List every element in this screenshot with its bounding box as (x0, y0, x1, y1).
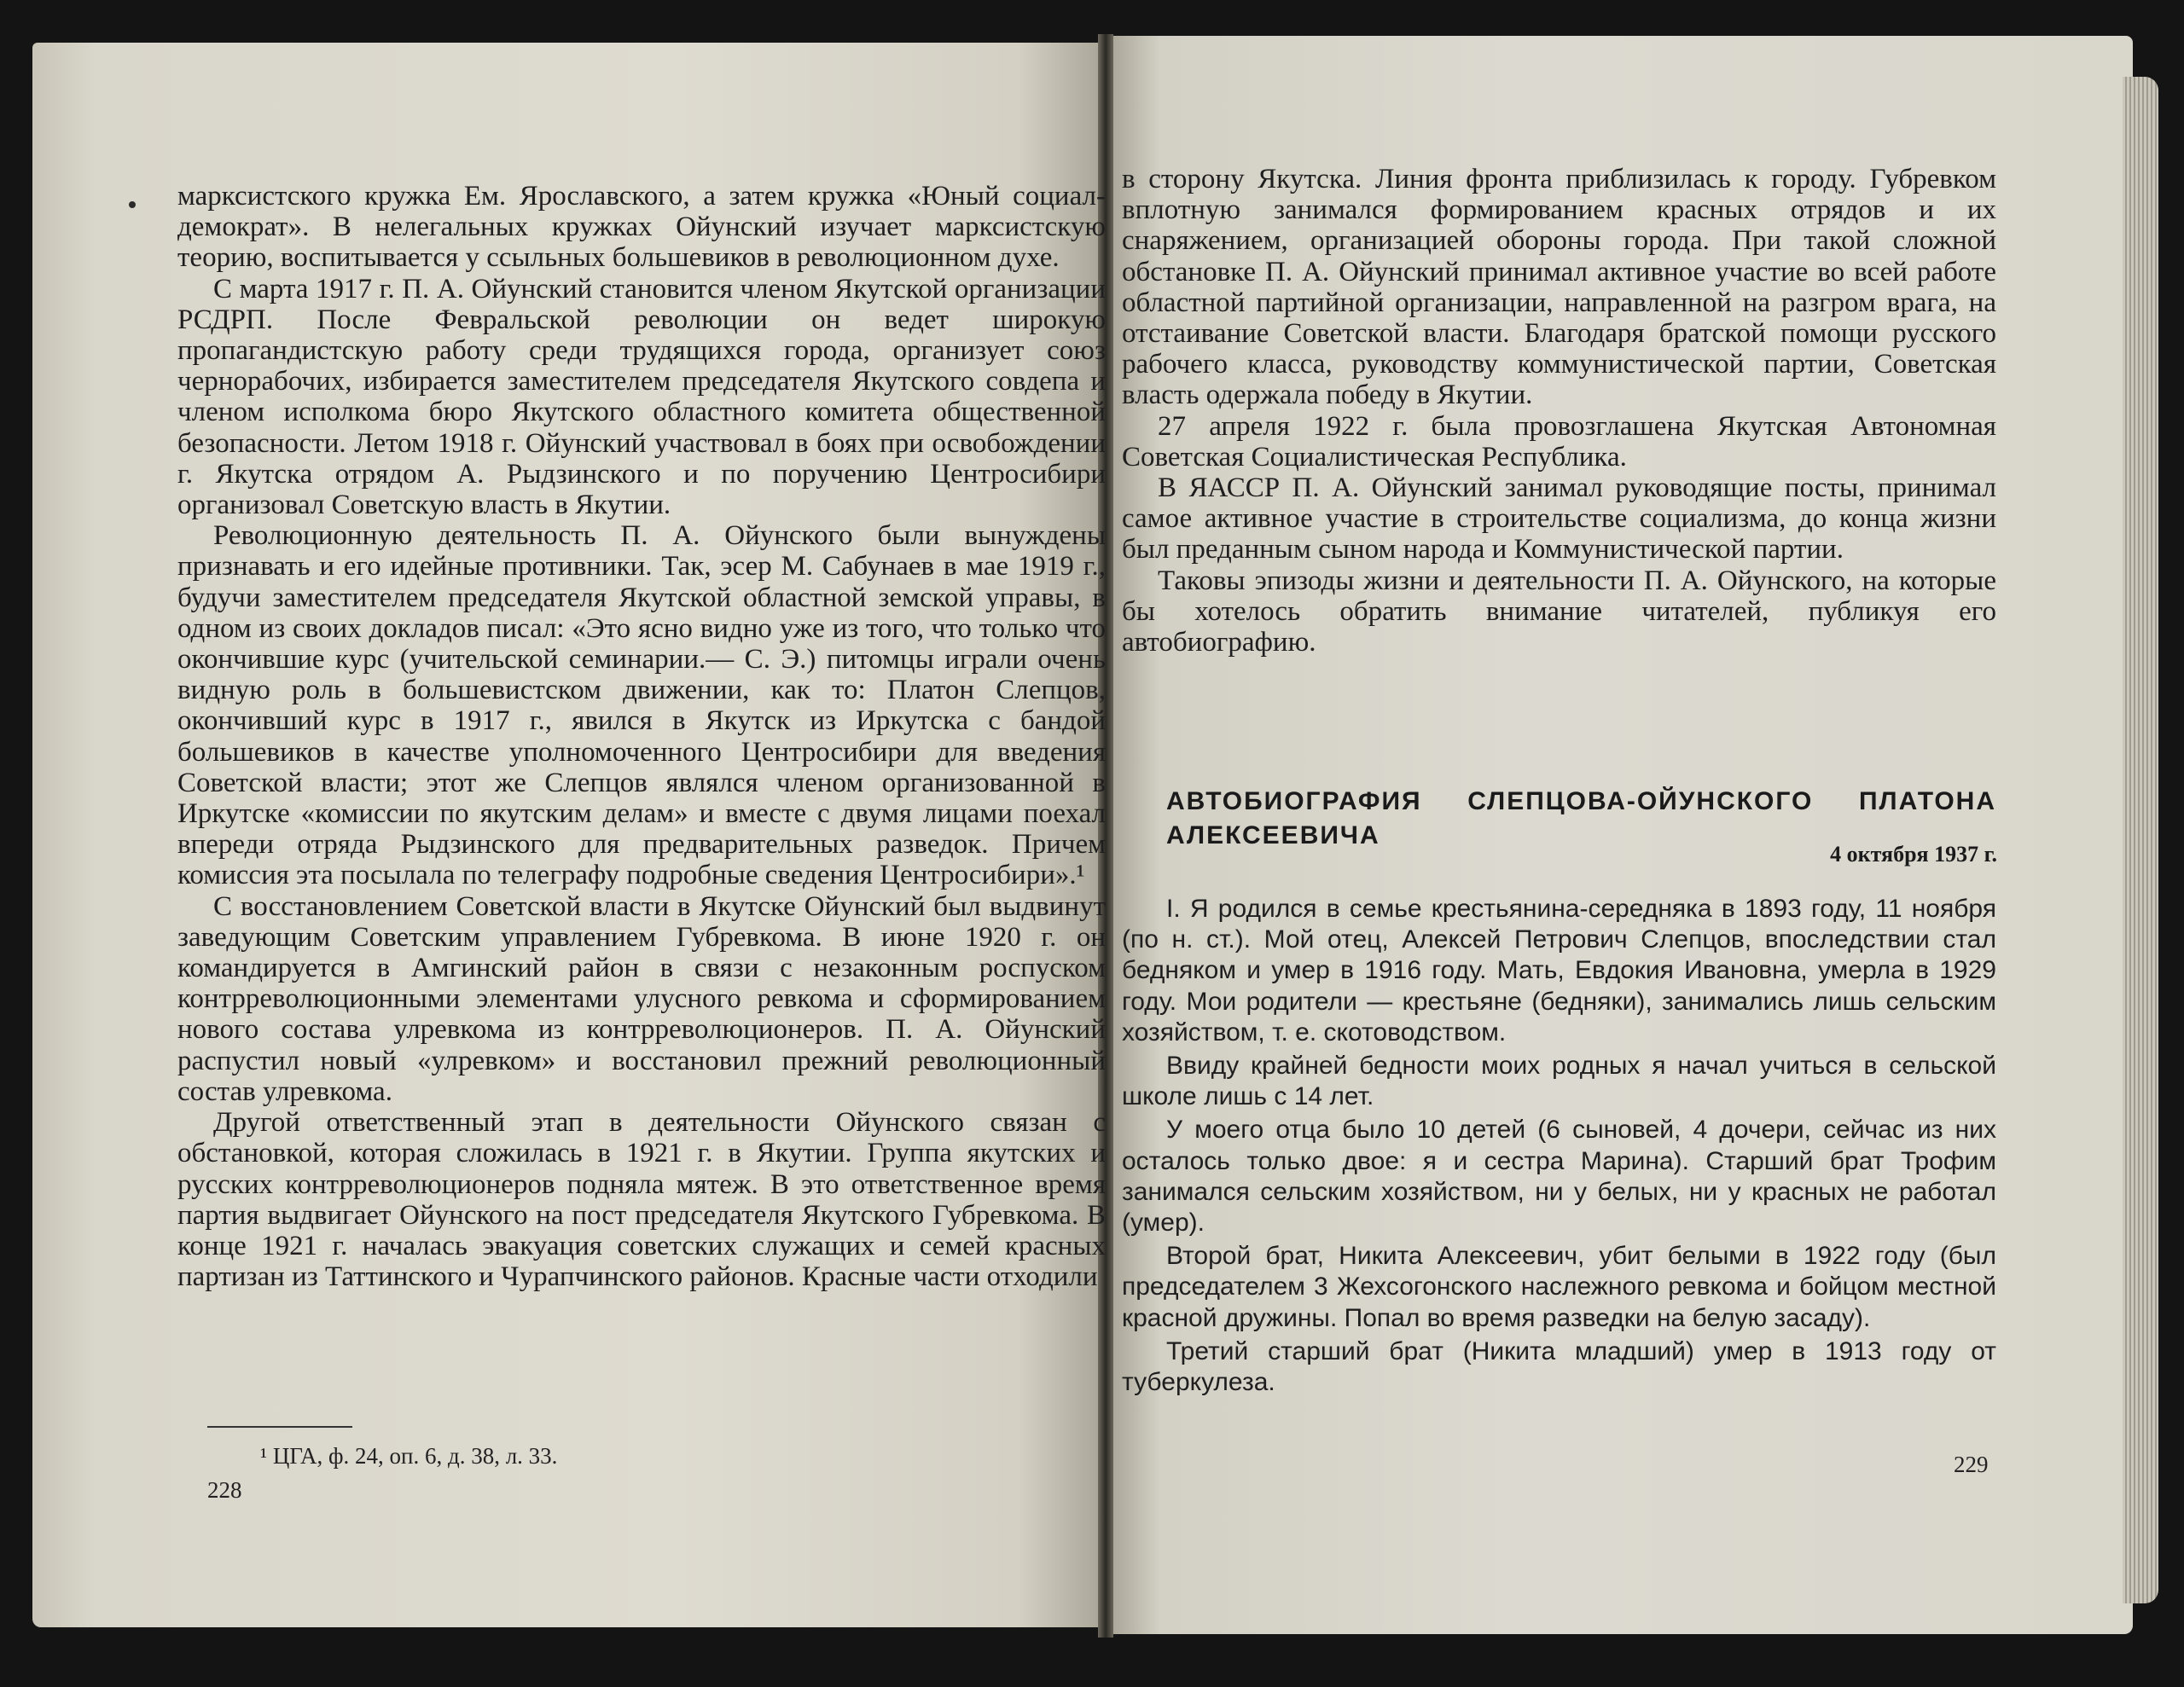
paragraph: марксистского кружка Ем. Ярославского, а затем кружка «Юный социал-демократ». В нелегальных кружках Ойунский изучает марксистскую теорию, воспитывается у ссыльных большевиков в революционном духе. (177, 181, 1106, 274)
paragraph: 27 апреля 1922 г. была провозглашена Якутская Автономная Советская Социалистическая Республика. (1122, 410, 1996, 472)
autobiography-text (1122, 894, 1996, 1398)
ink-mark (129, 201, 136, 208)
paragraph: Таковы эпизоды жизни и деятельности П. А. Ойунского, на которые бы хотелось обратить внимание читателей, публикуя его автобиографию. (1122, 565, 1996, 658)
paragraph: Третий старший брат (Никита младший) умер в 1913 году от туберкулеза. (1122, 1336, 1996, 1397)
left-page-text (177, 181, 1106, 1292)
paragraph: Второй брат, Никита Алексеевич, убит белыми в 1922 году (был председателем 3 Жехсогонского наслежного ревкома и бойцом местной красной дружины. Попал во время разведки на белую засаду). (1122, 1242, 1996, 1332)
heading-date: 4 октября 1937 г. (1830, 842, 1997, 867)
paragraph: Революционную деятельность П. А. Ойунского были вынуждены признавать и его идейные противники. Так, эсер М. Сабунаев в мае 1919 г., будучи заместителем председателя Якутской областной земской управы, в одном из своих докладов писал: «Это ясно видно уже из того, что только что окончившие курс (учительской семинарии.— С. Э.) питомцы играли очень видную роль в большевистском движении, как то: Платон Слепцов, окончивший курс в 1917 г., явился в Якутск из Иркутска с бандой большевиков в качестве уполномоченного Центросибири для введения Советской власти; этот же Слепцов являлся членом организованной в Иркутске «комиссии по якутским делам» и вместе с двумя лицами поехал впереди отряда Рыдзинского для предварительных разведок. Причем комиссия эта посылала по телеграфу подробные сведения Центросибири».¹ (177, 520, 1106, 891)
paragraph: I. Я родился в семье крестьянина-середняка в 1893 году, 11 ноября (по н. ст.). Мой отец, Алексей Петрович Слепцов, впоследствии стал бедняком и умер в 1916 году. Мать, Евдокия Ивановна, умерла в 1929 году. Мои родители — крестьяне (бедняки), занимались лишь сельским хозяйством, т. е. скотоводством. (1122, 895, 1996, 1046)
section-heading: АВТОБИОГРАФИЯ СЛЕПЦОВА-ОЙУНСКОГО ПЛАТОНА АЛЕКСЕЕВИЧА (1166, 787, 1996, 849)
paragraph: С марта 1917 г. П. А. Ойунский становится членом Якутской организации РСДРП. После Февральской революции он ведет широкую пропагандистскую работу среди трудящихся города, организует союз чернорабочих, избирается заместителем председателя Якутского совдепа и членом исполкома бюро Якутского областного комитета общественной безопасности. Летом 1918 г. Ойунский участвовал в боях при освобождении г. Якутска отрядом А. Рыдзинского и по поручению Центросибири организовал Советскую власть в Якутии. (177, 273, 1106, 521)
paragraph: В ЯАССР П. А. Ойунский занимал руководящие посты, принимал самое активное участие в строительстве социализма, до конца жизни был преданным сыном народа и Коммунистической партии. (1122, 472, 1996, 565)
paragraph: Другой ответственный этап в деятельности Ойунского связан с обстановкой, которая сложилась в 1921 г. в Якутии. Группа якутских и русских контрреволюционеров подняла мятеж. В это ответственное время партия выдвигает Ойунского на пост председателя Якутского Губревкома. В конце 1921 г. началась эвакуация советских служащих и семей красных партизан из Таттинского и Чурапчинского районов. Красные части отходили (177, 1107, 1106, 1293)
paragraph: в сторону Якутска. Линия фронта приблизилась к городу. Губревком вплотную занимался формированием красных отрядов и их снаряжением, организацией обороны города. При такой сложной обстановке П. А. Ойунский принимал активное участие во всей работе областной партийной организации, направленной на разгром врага, на отстаивание Советской власти. Благодаря братской помощи русского рабочего класса, руководству коммунистической партии, Советская власть одержала победу в Якутии. (1122, 164, 1996, 411)
paragraph: С восстановлением Советской власти в Якутске Ойунский был выдвинут заведующим Советским управлением Губревкома. В июне 1920 г. он командируется в Амгинский район в связи с незаконным роспуском контрреволюционными элементами улусного ревкома и сформированием нового состава улревкома из контрреволюционеров. П. А. Ойунский распустил новый «улревком» и восстановил прежний революционный состав улревкома. (177, 890, 1106, 1107)
paragraph: Ввиду крайней бедности моих родных я начал учиться в сельской школе лишь с 14 лет. (1122, 1052, 1996, 1111)
page-number-right: 229 (1954, 1452, 1989, 1477)
page-edges (2123, 77, 2158, 1603)
page-number-left: 228 (207, 1477, 242, 1503)
paragraph: У моего отца было 10 детей (6 сыновей, 4 дочери, сейчас из них осталось только двое: я и сестра Марина). Старший брат Трофим занимался сельским хозяйством, ни у белых, ни у красных не работал (умер). (1122, 1116, 1996, 1238)
right-page-text (1122, 164, 1996, 658)
footnote-rule (207, 1426, 352, 1428)
footnote: ¹ ЦГА, ф. 24, оп. 6, д. 38, л. 33. (260, 1443, 558, 1469)
